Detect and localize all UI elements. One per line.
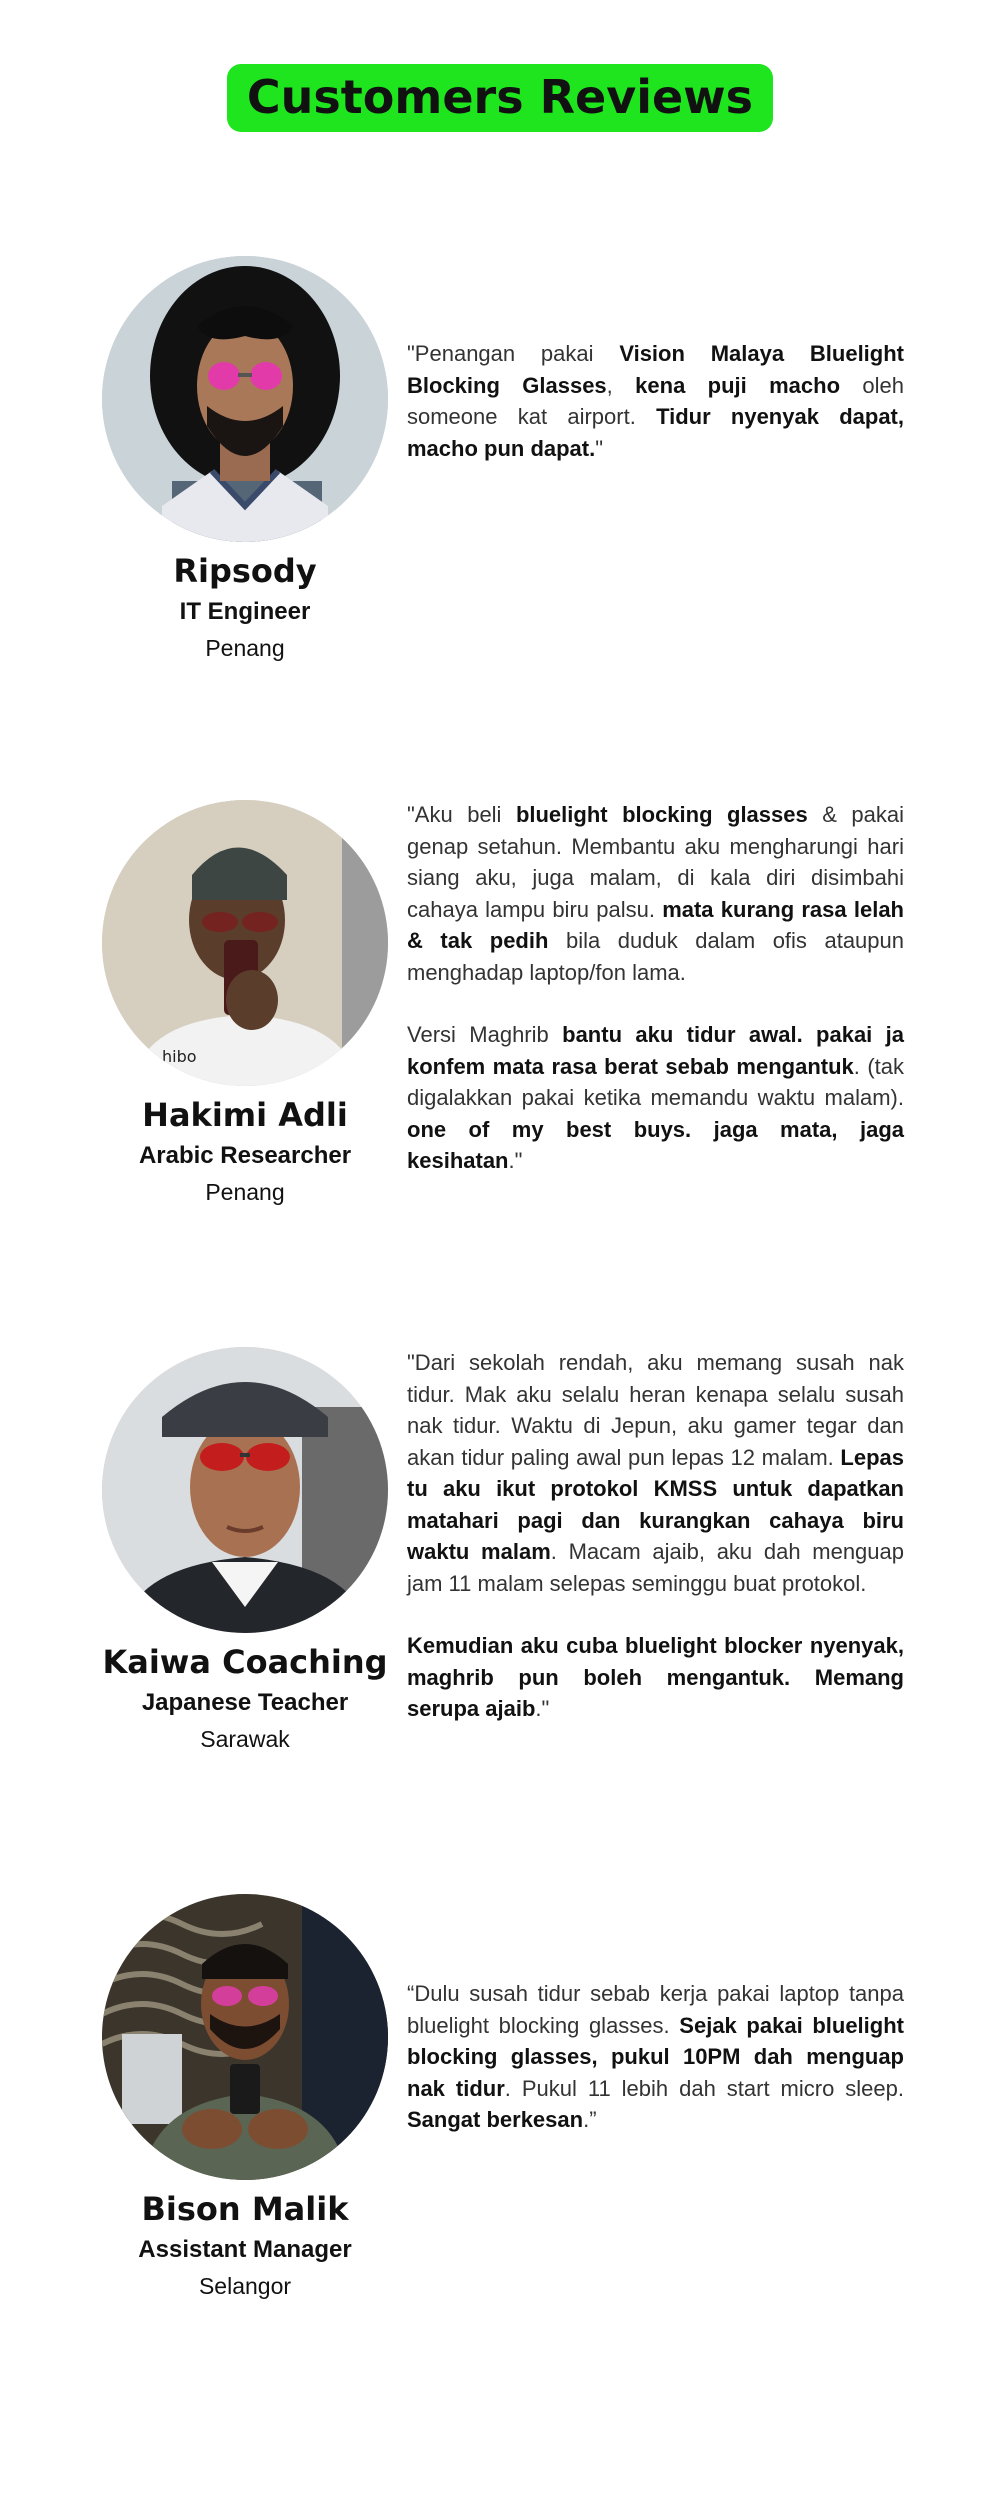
quote-text: Versi Maghrib xyxy=(407,1022,563,1047)
reviewer-profile xyxy=(100,1894,390,2300)
quote-highlight: bantu aku tidur awal. pakai ja konfem mata rasa berat sebab mengantuk xyxy=(407,1022,905,1079)
quote-text: , xyxy=(606,372,636,398)
reviewer-role: Assistant Manager xyxy=(138,2236,352,2263)
quote-highlight: mata kurang rasa lelah & tak pedih xyxy=(407,896,904,953)
reviewer-photo-bison xyxy=(102,1894,388,2180)
quote-highlight: Lepas tu aku ikut protokol KMSS untuk dapatkan matahari pagi dan kurangkan cahaya biru waktu malam xyxy=(407,1444,904,1564)
quote-text: & pakai genap setahun. Membantu aku mengharungi hari siang aku, juga malam, di kala diri disimbahi cahaya lampu biru palsu. xyxy=(407,802,904,922)
avatar-photo xyxy=(102,800,388,1086)
reviewer-profile xyxy=(100,800,390,1206)
quote-paragraph xyxy=(407,799,904,988)
quote-highlight: bluelight blocking glasses xyxy=(515,802,808,827)
quote-text: “Dulu susah tidur sebab kerja pakai laptop tanpa bluelight blocking glasses. xyxy=(407,1981,904,2038)
reviewer-role: IT Engineer xyxy=(179,598,311,625)
quote-text: bila duduk dalam ofis ataupun menghadap laptop/fon lama. xyxy=(407,928,904,985)
quote-paragraph xyxy=(407,1347,904,1599)
reviewer-location: Penang xyxy=(205,635,285,661)
reviewer-photo-kaiwa xyxy=(102,1347,388,1633)
quote-text: "Aku beli xyxy=(407,802,516,827)
quote-highlight: Sejak pakai bluelight blocking glasses, pukul 10PM dah menguap nak tidur xyxy=(407,2012,904,2101)
quote-highlight: Sangat berkesan xyxy=(407,2107,584,2132)
quote-text: . Macam ajaib, aku dah menguap jam 11 malam selepas seminggu buat protokol. xyxy=(407,1539,905,1596)
svg-text:hibo: hibo xyxy=(162,1047,197,1066)
reviewer-role: Arabic Researcher xyxy=(138,1142,352,1169)
quote-text: " xyxy=(595,435,604,461)
review-quote xyxy=(407,799,904,1177)
quote-highlight: Tidur nyenyak dapat, macho pun dapat. xyxy=(407,404,904,461)
quote-text: .” xyxy=(583,2107,597,2132)
quote-paragraph xyxy=(407,338,904,464)
quote-highlight: Vision Malaya Bluelight Blocking Glasses xyxy=(407,341,904,398)
reviewer-photo-ripsody xyxy=(102,256,388,542)
reviewer-profile xyxy=(100,256,390,662)
quote-highlight: kena puji macho xyxy=(635,372,841,398)
reviewer-location: Selangor xyxy=(198,2273,292,2299)
reviewer-name: Bison Malik xyxy=(141,2190,349,2228)
review-quote xyxy=(407,1347,904,1725)
reviewer-photo-hakimi xyxy=(102,800,388,1086)
reviewer-name: Kaiwa Coaching xyxy=(102,1643,388,1681)
reviewer-role: Japanese Teacher xyxy=(141,1689,349,1716)
reviewer-name: Ripsody xyxy=(173,552,317,590)
quote-paragraph xyxy=(407,1630,904,1725)
quote-text: ." xyxy=(508,1148,523,1173)
avatar-photo xyxy=(102,1347,388,1633)
avatar-photo xyxy=(102,256,388,542)
quote-text: oleh someone kat airport. xyxy=(407,372,904,429)
quote-text: "Penangan pakai xyxy=(407,341,620,366)
page-title: Customers Reviews xyxy=(227,64,773,132)
avatar-photo xyxy=(102,1894,388,2180)
quote-text: "Dari sekolah rendah, aku memang susah nak tidur. Mak aku selalu heran kenapa selalu susah nak tidur. Waktu di Jepun, aku gamer tegar dan akan tidur paling awal pun lepas 12 malam. xyxy=(407,1350,904,1470)
review-quote xyxy=(407,338,904,464)
quote-text: . Pukul 11 lebih dah start micro sleep. xyxy=(504,2075,904,2101)
quote-text: ." xyxy=(535,1696,550,1721)
reviewer-profile xyxy=(100,1347,390,1753)
quote-highlight: Kemudian aku cuba bluelight blocker nyenyak, maghrib pun boleh mengantuk. Memang serupa ajaib xyxy=(407,1633,904,1721)
quote-text: . (tak digalakkan pakai ketika memandu waktu malam). xyxy=(407,1053,904,1110)
quote-highlight: one of my best buys. jaga mata, jaga kesihatan xyxy=(407,1116,904,1173)
quote-paragraph xyxy=(407,1978,904,2136)
reviewer-name: Hakimi Adli xyxy=(142,1096,348,1134)
title-container xyxy=(0,64,1000,132)
reviewer-location: Sarawak xyxy=(200,1726,290,1752)
reviewer-location: Penang xyxy=(205,1179,285,1205)
review-quote xyxy=(407,1978,904,2136)
quote-paragraph xyxy=(407,1019,904,1177)
